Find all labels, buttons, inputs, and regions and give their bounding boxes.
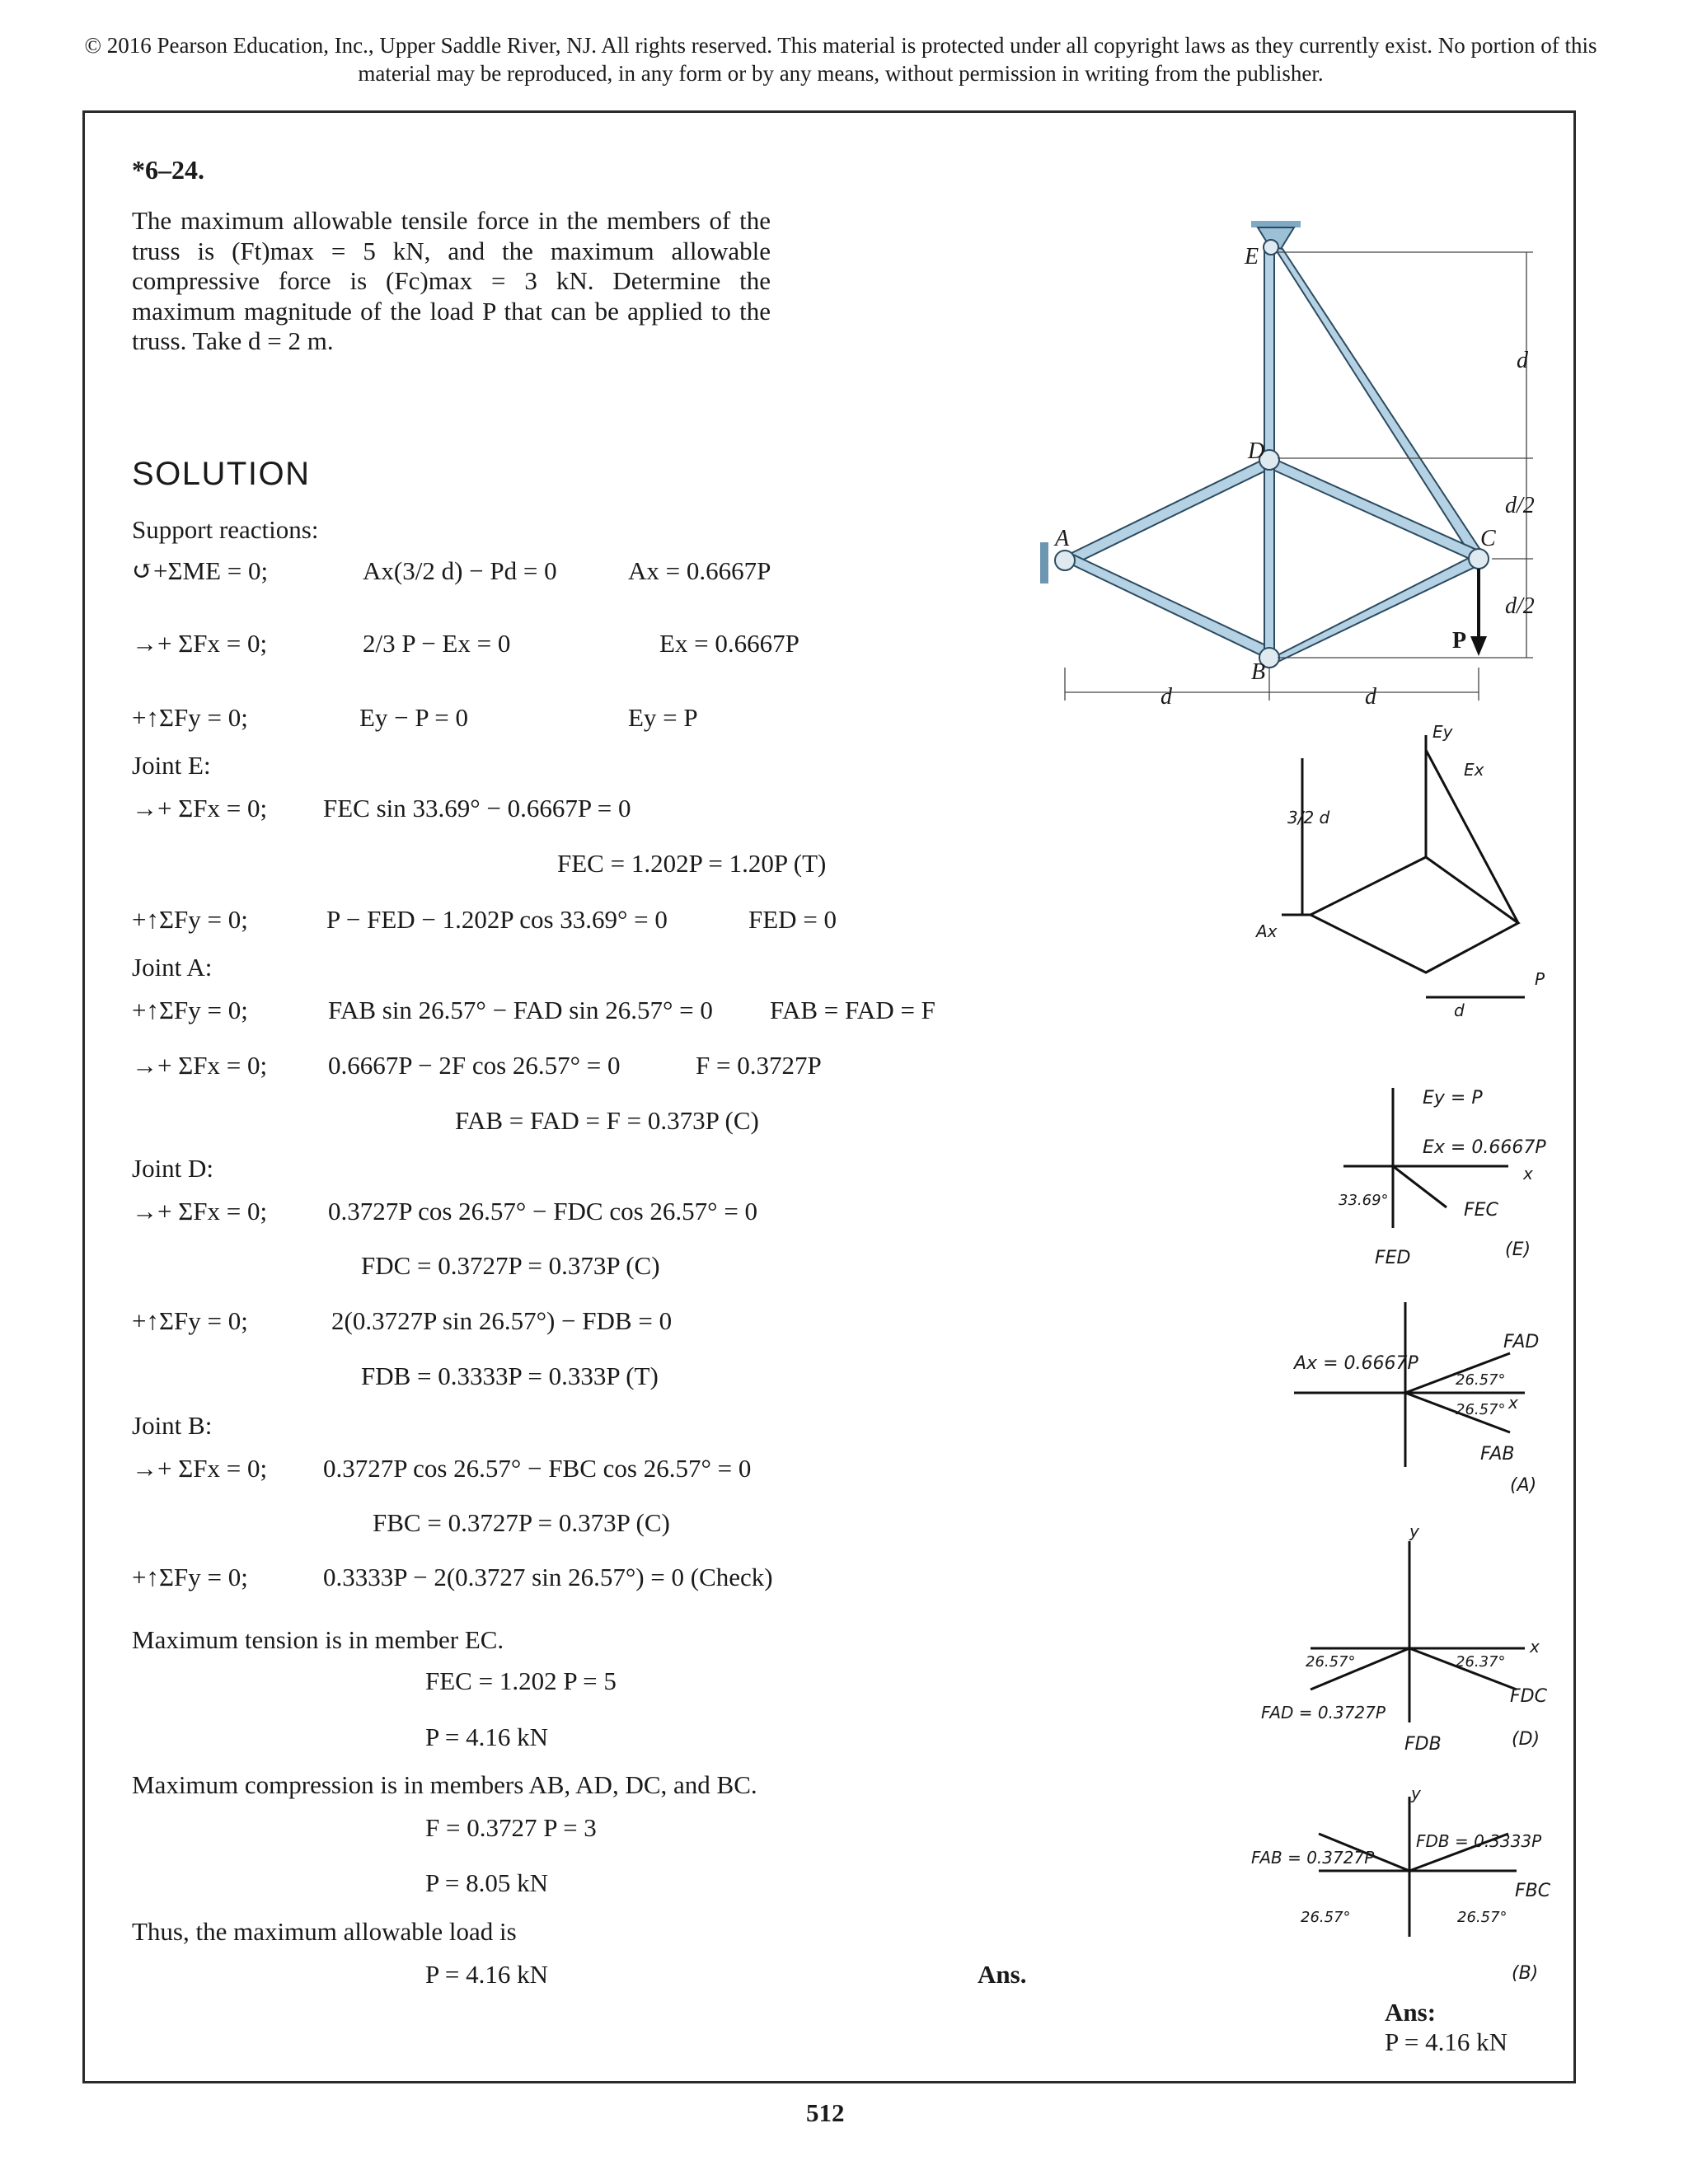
sketch-label: (E) <box>1505 1240 1531 1260</box>
sketch-label: Ey = P <box>1423 1088 1483 1108</box>
eq-label: ↺+ΣME = 0; <box>132 556 269 585</box>
eq-label: +↑ΣFy = 0; <box>132 1563 248 1591</box>
solution-heading: SOLUTION <box>132 456 311 492</box>
sketch-label: Ex = 0.6667P <box>1423 1137 1546 1158</box>
sketch-label: 26.57° <box>1457 1909 1507 1926</box>
equation: FEC = 1.202 P = 5 <box>425 1666 617 1695</box>
eq-label: →+ ΣFx = 0; <box>132 629 268 658</box>
dim-d: d <box>1160 684 1172 710</box>
eq-label: →+ ΣFx = 0; <box>132 1454 268 1483</box>
joint-heading: Joint A: <box>132 953 213 982</box>
sketch-label: FAB <box>1480 1444 1515 1465</box>
max-tension-text: Maximum tension is in member EC. <box>132 1625 504 1654</box>
eq-label: →+ ΣFx = 0; <box>132 1051 268 1080</box>
sketch-label: (A) <box>1510 1475 1537 1496</box>
sketch-label: y <box>1411 1783 1421 1803</box>
equation-result: FED = 0 <box>748 905 837 934</box>
page-number: 512 <box>806 2098 845 2127</box>
eq-label: →+ ΣFx = 0; <box>132 1197 268 1226</box>
sketch-label: Ax <box>1256 921 1278 941</box>
eq-label: +↑ΣFy = 0; <box>132 1306 248 1335</box>
dim-d: d <box>1365 684 1376 710</box>
eq-label: →+ ΣFx = 0; <box>132 794 268 823</box>
problem-statement: The maximum allowable tensile force in the members of the truss is (Ft)max = 5 kN, and the maximum allowable compressive force is (Fc)max = 3 kN. Determine the maximum magnitude of the load P that can be applied to the truss. Take d = 2 m. <box>132 206 771 355</box>
conclusion-text: Thus, the maximum allowable load is <box>132 1917 517 1946</box>
sketch-label: (D) <box>1512 1729 1540 1750</box>
support-reactions-label: Support reactions: <box>132 515 319 544</box>
sketch-label: FEC <box>1464 1200 1498 1221</box>
sketch-label: Ax = 0.6667P <box>1294 1353 1418 1374</box>
sketch-label: FDC <box>1510 1686 1547 1707</box>
equation: 0.3727P cos 26.57° − FDC cos 26.57° = 0 <box>328 1197 758 1226</box>
equation: 2(0.3727P sin 26.57°) − FDB = 0 <box>331 1306 673 1335</box>
eq-label: +↑ΣFy = 0; <box>132 703 248 732</box>
sketch-label: y <box>1409 1521 1419 1541</box>
equation-result: P = 8.05 kN <box>425 1868 548 1897</box>
sketch-label: 26.37° <box>1456 1653 1506 1671</box>
label-p: P <box>1452 628 1467 654</box>
equation: 2/3 P − Ex = 0 <box>363 629 511 658</box>
equation-result: FAB = FAD = F = 0.373P (C) <box>455 1106 759 1135</box>
equation-result: FAB = FAD = F <box>770 996 935 1024</box>
sketch-label: 33.69° <box>1339 1192 1389 1209</box>
eq-label: +↑ΣFy = 0; <box>132 905 248 934</box>
sketch-label: FDB <box>1404 1734 1442 1755</box>
ans-label: Ans. <box>978 1960 1027 1989</box>
problem-number: *6–24. <box>132 155 204 185</box>
equation-result: P = 4.16 kN <box>425 1722 548 1751</box>
sketch-label: P <box>1535 969 1545 989</box>
equation-result: Ex = 0.6667P <box>659 629 799 658</box>
dim-d-half: d/2 <box>1505 493 1535 518</box>
label-e: E <box>1245 244 1259 269</box>
sketch-label: FAD <box>1503 1332 1540 1352</box>
equation: Ax(3/2 d) − Pd = 0 <box>363 556 557 585</box>
dim-d: d <box>1517 348 1528 373</box>
equation: P − FED − 1.202P cos 33.69° = 0 <box>326 905 668 934</box>
sketch-label: FED <box>1375 1248 1411 1268</box>
label-b: B <box>1251 659 1266 685</box>
sketch-label: 26.57° <box>1456 1371 1506 1389</box>
equation: 0.3333P − 2(0.3727 sin 26.57°) = 0 (Check) <box>323 1563 773 1591</box>
sketch-label: 26.57° <box>1301 1909 1351 1926</box>
joint-heading: Joint B: <box>132 1411 213 1440</box>
sketch-label: FDB = 0.3333P <box>1416 1831 1542 1851</box>
sketch-label: Ey <box>1432 722 1453 742</box>
equation-result: FDB = 0.3333P = 0.333P (T) <box>361 1361 659 1390</box>
equation-result: Ax = 0.6667P <box>628 556 771 585</box>
label-c: C <box>1480 526 1496 551</box>
equation-result: FEC = 1.202P = 1.20P (T) <box>557 849 827 878</box>
sketch-label: d <box>1454 1001 1465 1020</box>
max-compression-text: Maximum compression is in members AB, AD, DC, and BC. <box>132 1770 757 1799</box>
label-d: D <box>1248 438 1265 464</box>
equation: F = 0.3727 P = 3 <box>425 1813 597 1842</box>
sketch-label: 3/2 d <box>1287 808 1330 827</box>
copyright-notice: © 2016 Pearson Education, Inc., Upper Saddle River, NJ. All rights reserved. This material is protected under all copyright laws as they currently exist. No portion of this material may be reproduced, in any form or by any means, without permission in writing from the publisher. <box>84 33 1597 86</box>
sketch-label: x <box>1508 1393 1518 1413</box>
joint-heading: Joint E: <box>132 751 211 780</box>
truss-figure <box>1022 206 1582 717</box>
dim-d-half: d/2 <box>1505 593 1535 619</box>
equation-result: FBC = 0.3727P = 0.373P (C) <box>373 1508 670 1537</box>
label-a: A <box>1055 526 1070 551</box>
sketch-label: FAD = 0.3727P <box>1261 1703 1386 1722</box>
sketch-label: 26.57° <box>1456 1401 1506 1418</box>
joint-heading: Joint D: <box>132 1154 214 1183</box>
equation: 0.3727P cos 26.57° − FBC cos 26.57° = 0 <box>323 1454 752 1483</box>
sketch-label: x <box>1523 1164 1533 1183</box>
sketch-label: Ex <box>1464 760 1484 780</box>
equation: Ey − P = 0 <box>359 703 468 732</box>
equation: FAB sin 26.57° − FAD sin 26.57° = 0 <box>328 996 713 1024</box>
sketch-label: x <box>1530 1637 1540 1657</box>
sketch-label: 26.57° <box>1306 1653 1356 1671</box>
equation-result: F = 0.3727P <box>696 1051 822 1080</box>
side-ans-value: P = 4.16 kN <box>1385 2027 1507 2056</box>
equation: FEC sin 33.69° − 0.6667P = 0 <box>323 794 631 823</box>
side-ans-label: Ans: <box>1385 1998 1437 2027</box>
final-answer: P = 4.16 kN <box>425 1960 548 1989</box>
equation: 0.6667P − 2F cos 26.57° = 0 <box>328 1051 621 1080</box>
sketch-label: FBC <box>1515 1881 1551 1901</box>
sketch-label: (B) <box>1512 1963 1539 1984</box>
equation-result: FDC = 0.3727P = 0.373P (C) <box>361 1251 660 1280</box>
eq-label: +↑ΣFy = 0; <box>132 996 248 1024</box>
equation-result: Ey = P <box>628 703 698 732</box>
sketch-label: FAB = 0.3727P <box>1251 1848 1375 1868</box>
